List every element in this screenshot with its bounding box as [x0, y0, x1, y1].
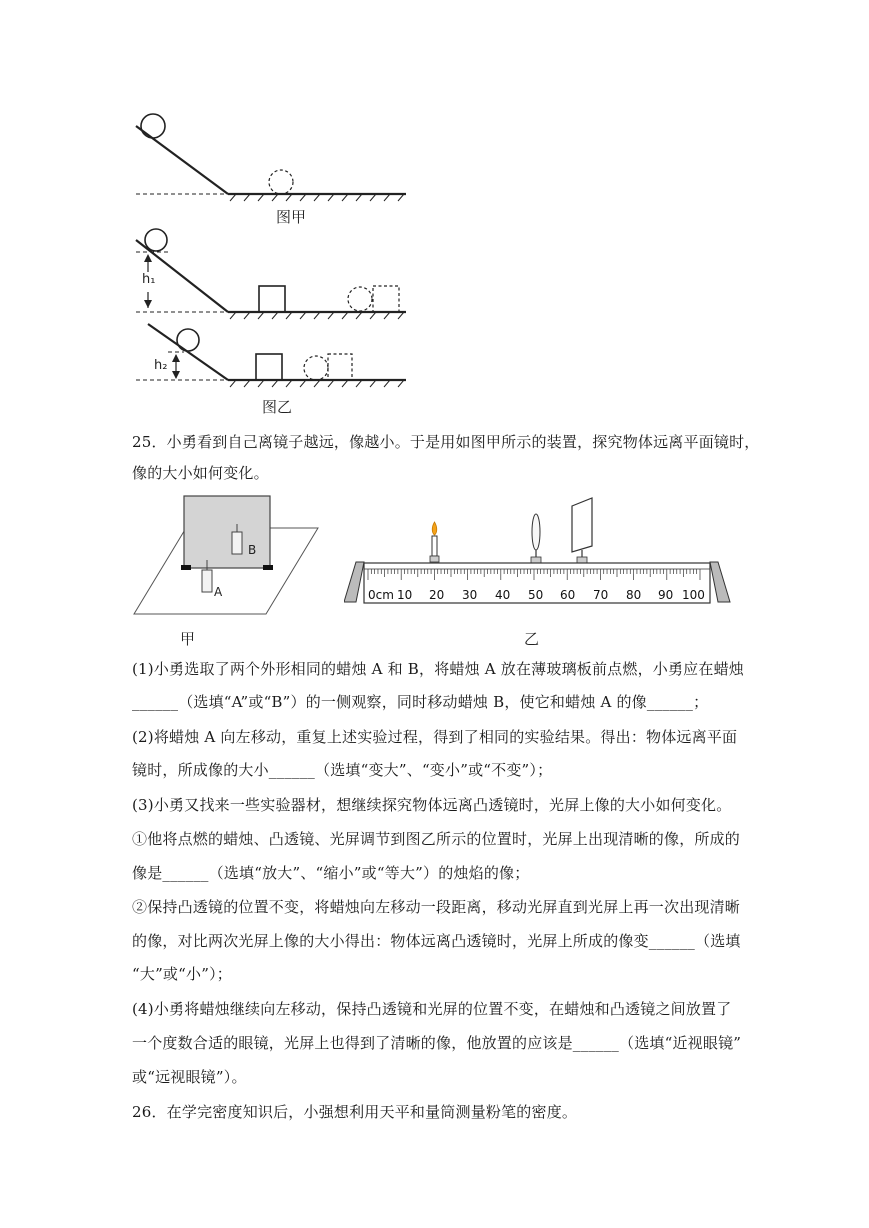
figure-caption-jia-top: 图甲: [276, 208, 307, 226]
q25-part1-line2: ______（选填“A”或“B”）的一侧观察，同时移动蜡烛 B，使它和蜡烛 A 的像______；: [132, 693, 709, 711]
q25-part3a-line1: ①他将点燃的蜡烛、凸透镜、光屏调节到图乙所示的位置时，光屏上出现清晰的像，所成的: [132, 830, 741, 848]
q25-part4-line1: (4)小勇将蜡烛继续向左移动，保持凸透镜和光屏的位置不变，在蜡烛和凸透镜之间放置了: [132, 1000, 732, 1018]
q25-line2: 像的大小如何变化。: [132, 464, 269, 482]
ruler-label: 20: [429, 588, 445, 602]
candle-b-label: B: [248, 543, 257, 557]
q25-part2-line1: (2)将蜡烛 A 向左移动，重复上述实验过程，得到了相同的实验结果。得出：物体远离平面: [132, 728, 738, 746]
q25-part4-line3: 或“远视眼镜”）。: [132, 1068, 247, 1086]
q25-line1: 25．小勇看到自己离镜子越远，像越小。于是用如图甲所示的装置，探究物体远离平面镜时，: [132, 433, 760, 451]
q25-part3b-line1: ②保持凸透镜的位置不变，将蜡烛向左移动一段距离，移动光屏直到光屏上再一次出现清晰: [132, 898, 741, 916]
figure-caption-yi: 乙: [524, 630, 540, 648]
q25-part2-line2: 镜时，所成像的大小______（选填“变大”、“变小”或“不变”）；: [132, 761, 553, 779]
ruler-label: 0cm: [368, 588, 394, 602]
candle-a-label: A: [214, 585, 223, 599]
q25-part3a-line2: 像是______（选填“放大”、“缩小”或“等大”）的烛焰的像；: [132, 864, 530, 882]
ruler-label: 70: [593, 588, 609, 602]
q25-part3-line1: (3)小勇又找来一些实验器材，想继续探究物体远离凸透镜时，光屏上像的大小如何变化。: [132, 796, 732, 814]
ruler-label: 30: [462, 588, 478, 602]
mirror-setup-figure: [128, 494, 328, 622]
ruler-label: 50: [528, 588, 544, 602]
q25-part3b-line3: “大”或“小”）；: [132, 965, 232, 983]
ruler-label: 90: [658, 588, 674, 602]
ruler-label: 60: [560, 588, 576, 602]
h2-label: h₂: [154, 358, 168, 373]
h1-label: h₁: [142, 272, 156, 287]
ramp-figure-yi: [128, 228, 418, 398]
q25-part4-line2: 一个度数合适的眼镜，光屏上也得到了清晰的像，他放置的应该是______（选填“近视眼镜”: [132, 1034, 742, 1052]
ruler-label: 100: [682, 588, 705, 602]
q26-line1: 26．在学完密度知识后，小强想利用天平和量筒测量粉笔的密度。: [132, 1103, 578, 1121]
figure-caption-yi-top: 图乙: [262, 398, 293, 416]
ruler-label: 10: [397, 588, 413, 602]
ruler-label: 80: [626, 588, 642, 602]
q25-part1-line1: (1)小勇选取了两个外形相同的蜡烛 A 和 B，将蜡烛 A 放在薄玻璃板前点燃，小勇应在蜡烛: [132, 660, 744, 678]
optical-bench-figure: [344, 494, 736, 610]
figure-caption-jia: 甲: [180, 630, 196, 648]
ramp-figure-jia: [128, 108, 418, 228]
ruler-label: 40: [495, 588, 511, 602]
q25-part3b-line2: 的像，对比两次光屏上像的大小得出：物体远离凸透镜时，光屏上所成的像变______（选填: [132, 932, 741, 950]
